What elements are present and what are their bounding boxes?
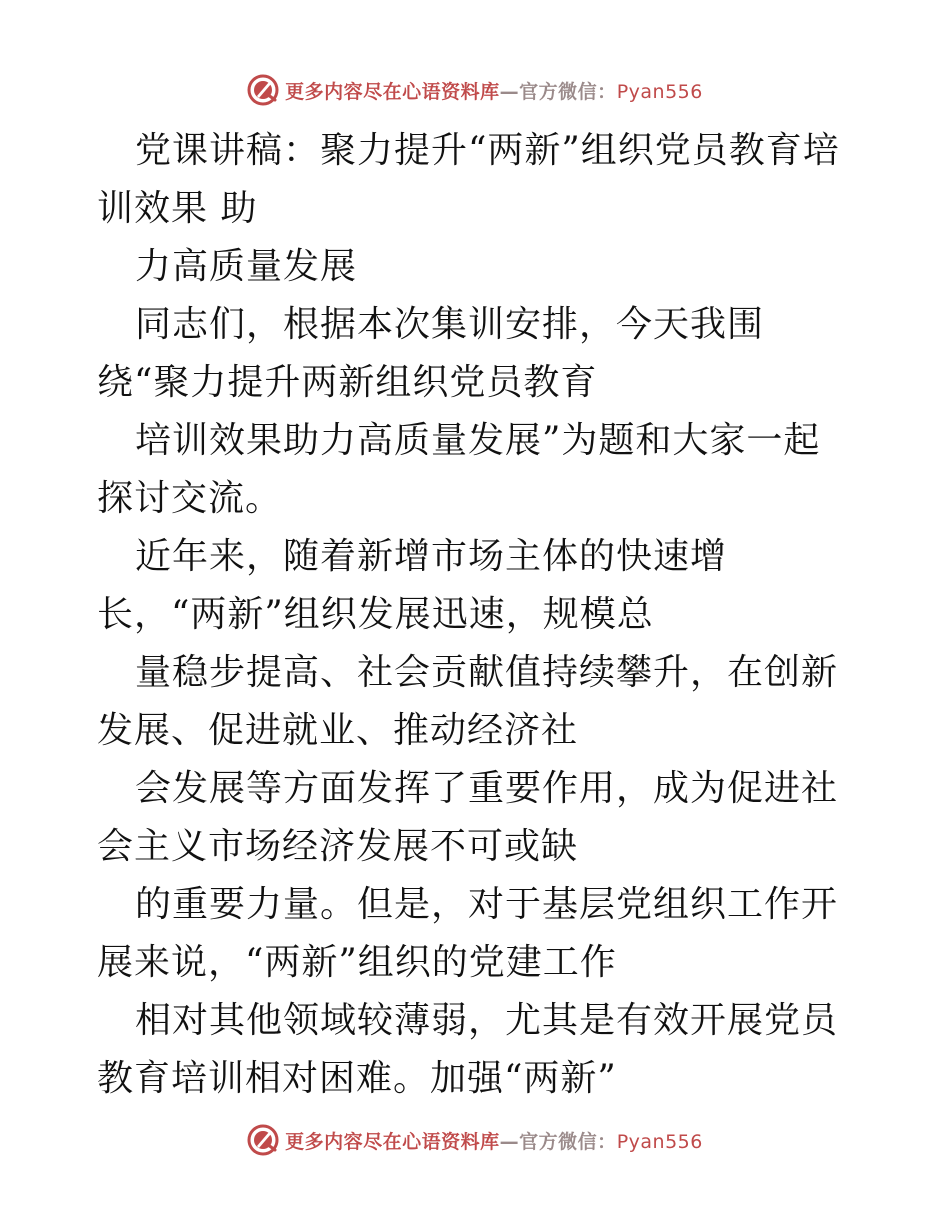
footer-wechat-label: 官方微信：	[519, 1130, 617, 1153]
paragraph-1: 同志们，根据本次集训安排，今天我围绕“聚力提升两新组织党员教育	[97, 304, 765, 403]
paragraph-7: 相对其他领域较薄弱，尤其是有效开展党员教育培训相对困难。加强“两新”	[97, 1000, 839, 1099]
footer-banner	[0, 1120, 950, 1160]
header-wechat-id: Pyan556	[616, 80, 703, 103]
footer-brand-text: 更多内容尽在心语资料库	[285, 1130, 500, 1153]
header-banner-text	[285, 77, 703, 104]
quill-seal-icon	[247, 74, 279, 106]
document-body	[97, 122, 857, 1108]
header-brand-text: 更多内容尽在心语资料库	[285, 80, 500, 103]
document-title-line-1: 党课讲稿：聚力提升“两新”组织党员教育培训效果 助	[97, 130, 840, 229]
quill-seal-icon	[247, 1124, 279, 1156]
document-title-line-2: 力高质量发展	[135, 246, 358, 287]
paragraph-3: 近年来，随着新增市场主体的快速增长，“两新”组织发展迅速，规模总	[97, 536, 728, 635]
footer-banner-text	[285, 1127, 703, 1154]
header-wechat-label: 官方微信：	[519, 80, 617, 103]
header-banner	[0, 70, 950, 110]
paragraph-6: 的重要力量。但是，对于基层党组织工作开展来说，“两新”组织的党建工作	[97, 884, 839, 983]
footer-separator: —	[499, 1130, 520, 1153]
paragraph-2: 培训效果助力高质量发展”为题和大家一起探讨交流。	[97, 420, 821, 519]
header-separator: —	[499, 80, 520, 103]
footer-wechat-id: Pyan556	[616, 1130, 703, 1153]
paragraph-5: 会发展等方面发挥了重要作用，成为促进社会主义市场经济发展不可或缺	[97, 768, 839, 867]
paragraph-4: 量稳步提高、社会贡献值持续攀升，在创新发展、促进就业、推动经济社	[97, 652, 839, 751]
